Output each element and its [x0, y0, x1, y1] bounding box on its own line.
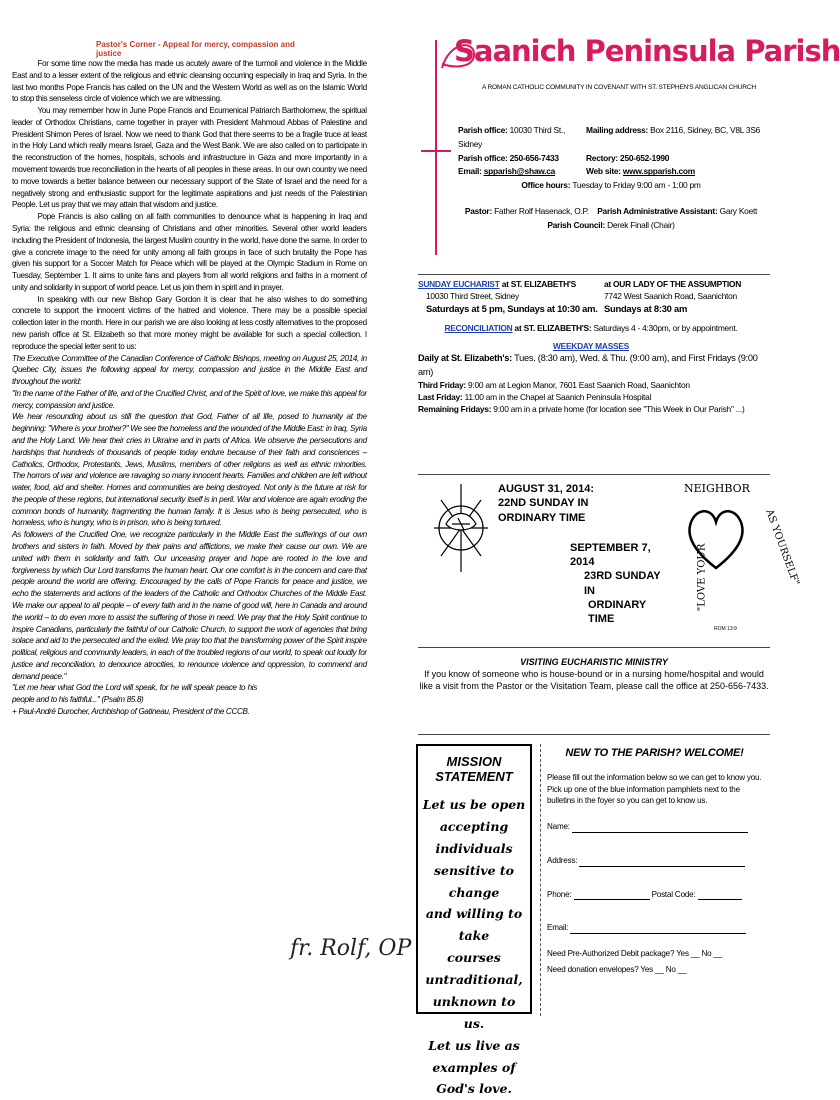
divider: [418, 647, 770, 648]
parish-title: Saanich Peninsula Parish: [454, 34, 840, 68]
article-paragraph: In speaking with our new Bishop Gary Gordon it is clear that he also wishes to do something concrete to support the innocent victims of the hatred and violence. There may be a possible special collection later in the month. Here in our parish we are also looking at less costly alternatives to the proposed new parish office at St. Elizabeth so that more money might be available for such a special collection. I reproduce the special letter sent to us:: [12, 294, 367, 353]
council-value: Derek Finall (Chair): [607, 219, 675, 233]
divider: [418, 734, 770, 735]
heart-icon: [686, 504, 746, 574]
psalm-quote: "Let me hear what God the Lord will speak, for he will speak peace to his people and to his faithful..." (Psalm 85.8): [12, 682, 257, 706]
article-paragraph: You may remember how in June Pope Francis and Ecumenical Patriarch Bartholomew, the spiritual leader of Orthodox Christians, came together in prayer with President Mahmoud Abbas of Palestine and President Shimon Peres of Israel. Now we need to thank God that there seems to be a fragile truce at least in the Holy Land which really means Israel, Gaza and the West Bank. We are also called on to participate in the reconstruction of the homes, hospitals, schools and infrastructure in Gaza and more importantly in a movement towards true reconciliation in the hearts of all peoples in these areas. In our own country we need to move towards a better balance between our necessary support of the State of Israel and the need for a negatively strong and enthusiastic support for the legitimate aspirations and just needs of the Palestinian People. Let us pray that we may attain that wisdom and justice.: [12, 105, 367, 211]
letter-intro: The Executive Committee of the Canadian Conference of Catholic Bishops, meeting on August 25, 2014, in Quebec City, issues the following appeal for mercy, compassion and justice in the Middle East and throughout the world:: [12, 353, 367, 388]
last-friday-text: 11:00 am in the Chapel at Saanich Peninsula Hospital: [465, 392, 652, 402]
contact-block: [458, 124, 764, 232]
mission-line: Let us live as: [422, 1035, 526, 1057]
elizabeth-address: 10030 Third Street, Sidney: [418, 290, 604, 302]
name-label: Name:: [547, 822, 570, 831]
pastors-corner-article: [12, 58, 367, 718]
office-phone: Parish office: 250-656-7433: [458, 153, 559, 163]
daily-text: Tues. (8:30 am), Wed. & Thu. (9:00 am), and First Fridays (9:00 am): [418, 353, 758, 376]
parish-subtitle: A ROMAN CATHOLIC COMMUNITY IN COVENANT WITH ST. STEPHEN'S ANGLICAN CHURCH: [482, 84, 756, 91]
second-sunday-name: 23RD SUNDAY IN: [498, 569, 668, 598]
address-field[interactable]: [579, 866, 745, 867]
pastor-label: Pastor:: [465, 205, 492, 219]
mailing-value: Box 2116, Sidney, BC, V8L 3S6: [650, 125, 760, 135]
reconciliation-label: RECONCILIATION: [444, 323, 512, 333]
new-parish-title: NEW TO THE PARISH? WELCOME!: [547, 746, 762, 762]
pastors-corner-heading: Pastor's Corner - Appeal for mercy, compassion and justice: [96, 40, 296, 58]
admin-label: Parish Administrative Assistant:: [597, 205, 717, 219]
phone-label: Phone:: [547, 890, 571, 899]
third-friday-text: 9:00 am at Legion Manor, 7601 East Saanich Road, Saanichton: [468, 380, 690, 390]
neighbor-text: NEIGHBOR: [684, 482, 750, 495]
pastor-value: Father Rolf Hasenack, O.P.: [494, 205, 589, 219]
assumption-times: Sundays at 8:30 am: [604, 302, 741, 316]
dove-sun-icon: [426, 480, 496, 576]
love-your-text: "LOVE YOUR: [696, 544, 707, 612]
mission-line: examples of God's love.: [422, 1057, 526, 1100]
pastor-signature: fr. Rolf, OP: [290, 936, 411, 961]
email-link[interactable]: spparish@shaw.ca: [484, 166, 555, 176]
office-label: Parish office:: [458, 125, 508, 135]
mailing-label: Mailing address:: [586, 125, 648, 135]
mass-schedule: [418, 278, 764, 416]
cross-horizontal-decoration: [421, 150, 451, 152]
first-sunday-time: ORDINARY TIME: [498, 511, 668, 525]
letter-paragraph: We hear resounding about us still the question that God, Father of all life, posed to humanity at the beginning: "Where is your brother?" We see the homeless and the wounded of the Middle East: in Iraq, Syria and the Holy Land. We hear their cries in Ukraine and in parts of Africa. We observe the persecutions and hardships that hundreds of thousands of people today endure because of their faith and consciences – Catholics, Orthodox, Protestants, Jews, Muslims, members of other religions as well as ethnic minorities. The horrors of war and violence are ravaging so many innocent hearts. Families and children are left without water, food, aid and shelter. Homes and communities are being destroyed. Not only is the future at risk for the people of these regions, but international security itself is in peril. War and violence are again eroding the common bonds of humanity, fragmenting the human family. It is Jesus who is being persecuted, who is homeless, who is hungry, who is in prison, who is being tortured.: [12, 411, 367, 529]
email-label: Email:: [547, 923, 568, 932]
mission-line: and willing to take: [422, 903, 526, 947]
divider: [418, 474, 770, 475]
mission-line: sensitive to change: [422, 860, 526, 904]
envelopes-options[interactable]: Yes __ No __: [640, 965, 686, 974]
cross-vertical-decoration: [435, 40, 437, 255]
mission-line: accepting individuals: [422, 816, 526, 860]
sunday-at-elizabeth: at ST. ELIZABETH'S: [502, 279, 576, 289]
name-field[interactable]: [572, 832, 748, 833]
phone-field[interactable]: [574, 899, 650, 900]
council-label: Parish Council:: [547, 219, 605, 233]
mission-line: unknown to us.: [422, 991, 526, 1035]
second-sunday-time: ORDINARY TIME: [498, 598, 668, 627]
postal-field[interactable]: [698, 899, 742, 900]
remaining-fridays-text: 9:00 am in a private home (for location see "This Week in Our Parish" ...): [493, 404, 744, 414]
envelopes-label: Need donation envelopes?: [547, 965, 639, 974]
mission-title: MISSION STATEMENT: [422, 754, 526, 784]
remaining-fridays-label: Remaining Fridays:: [418, 404, 491, 414]
email-label: Email:: [458, 166, 482, 176]
weekday-masses-label: WEEKDAY MASSES: [553, 341, 629, 351]
web-label: Web site:: [586, 166, 621, 176]
hours-label: Office hours:: [521, 179, 570, 193]
email-field[interactable]: [570, 933, 746, 934]
reconciliation-text: Saturdays 4 - 4:30pm, or by appointment.: [593, 323, 737, 333]
rectory-phone: Rectory: 250-652-1990: [586, 153, 669, 163]
second-sunday-date: SEPTEMBER 7, 2014: [498, 541, 668, 570]
rom-credit: ROM 13:9: [714, 626, 737, 632]
letter-paragraph: As followers of the Crucified One, we recognize particularly in the Middle East the sufferings of our own brothers and sisters in faith. Moved by their pains and afflictions, we make their cause our own. We are united with them in solidarity and faith. Our unceasing prayer and hope are rooted in the love and forgiveness by which Our Lord transforms the human heart. Our one comfort is in the concern and care that people around the world are offering. Encouraged by the calls of Pope Francis for peace and justice, we echo the statements and actions of the leaders of the Catholic and Orthodox Churches of the Middle East. We make our appeal to all people – of every faith and in the name of good will, here in Canada and around the world – to do even more to assist the suffering of those in need. We pray that the Holy Spirit continue to inspire Canadians, particularly the faithful of our Catholic Church, to support the work of agencies that bring solace and aid to the persecuted and the exiled. We pray too that the transforming power of the Spirit inspire political, religious and community leaders, in each of the troubled regions of our world, to speak out loudly for justice and reconciliation, to denounce atrocities, to renounce violence and oppression, to commend and demand peace.": [12, 529, 367, 682]
last-friday-label: Last Friday:: [418, 392, 462, 402]
office-value: 10030 Third St., Sidney: [458, 125, 565, 149]
assumption-address: 7742 West Saanich Road, Saanichton: [604, 290, 741, 302]
as-yourself-text: AS YOURSELF": [763, 508, 801, 587]
third-friday-label: Third Friday:: [418, 380, 466, 390]
pad-label: Need Pre-Authorized Debit package?: [547, 949, 674, 958]
love-neighbor-graphic: [676, 480, 768, 640]
mission-line: courses untraditional,: [422, 947, 526, 991]
first-sunday-name: 22ND SUNDAY IN: [498, 496, 668, 510]
hours-value: Tuesday to Friday 9:00 am - 1:00 pm: [572, 179, 700, 193]
assumption-at: at OUR LADY OF THE ASSUMPTION: [604, 279, 741, 289]
letter-paragraph: "In the name of the Father of life, and of the Crucified Christ, and of the Spirit of love, we make this appeal for mercy, compassion and justice.: [12, 388, 367, 412]
web-link[interactable]: www.spparish.com: [623, 166, 695, 176]
admin-value: Gary Koett: [720, 205, 758, 219]
elizabeth-times: Saturdays at 5 pm, Sundays at 10:30 am.: [418, 302, 604, 316]
article-paragraph: For some time now the media has made us acutely aware of the turmoil and violence in the Middle East and to a lesser extent of the religious and ethnic cleansing occurring especially in Iraq and Syria. In the last two months Pope Francis has called on the UN and the Western World as well as on the Islamic World to stop this senseless circle of violence which we are witnessing.: [12, 58, 367, 105]
sunday-dates: [498, 482, 668, 627]
reconciliation-at: at ST. ELIZABETH'S:: [515, 323, 592, 333]
visiting-title: VISITING EUCHARISTIC MINISTRY: [418, 656, 770, 668]
visiting-ministry: [418, 656, 770, 692]
postal-label: Postal Code:: [652, 890, 696, 899]
mission-line: Let us be open: [422, 794, 526, 816]
mission-statement-box: [416, 744, 532, 1014]
letter-signoff: + Paul-André Durocher, Archbishop of Gatineau, President of the CCCB.: [12, 706, 367, 718]
first-sunday-date: AUGUST 31, 2014:: [498, 482, 668, 496]
address-label: Address:: [547, 856, 577, 865]
daily-label: Daily at St. Elizabeth's:: [418, 353, 512, 363]
article-paragraph: Pope Francis is also calling on all faith communities to denounce what is happening in Iraq and Syria: the religious and ethnic cleansing of Christians and other minorities. Several other world leaders including the President of Indonesia, the largest Muslim country in the world, have done the same. In order to give a concrete image to the need for unity among all faith groups in face of such brutality the Pope has given his support for a Soccer Match for Peace which will be played at the Olympic Stadium in Rome on Tuesday, September 1. It aims to unite fans and players from all world religions and faiths in a moment of unity and solidarity in support of world peace. Let us join them in spirit and in prayer.: [12, 211, 367, 293]
visiting-text: If you know of someone who is house-bound or in a nursing home/hospital and would like a visit from the Pastor or the Visitation Team, please call the office at 250-656-7433.: [418, 668, 770, 692]
pad-options[interactable]: Yes __ No __: [676, 949, 722, 958]
new-parishioner-form: [540, 744, 762, 1016]
sunday-eucharist-label: SUNDAY EUCHARIST: [418, 279, 500, 289]
divider: [418, 274, 770, 275]
new-parish-intro: Please fill out the information below so we can get to know you. Pick up one of the blue information pamphlets next to the bulletins in the foyer so you can get to know us.: [547, 772, 762, 807]
